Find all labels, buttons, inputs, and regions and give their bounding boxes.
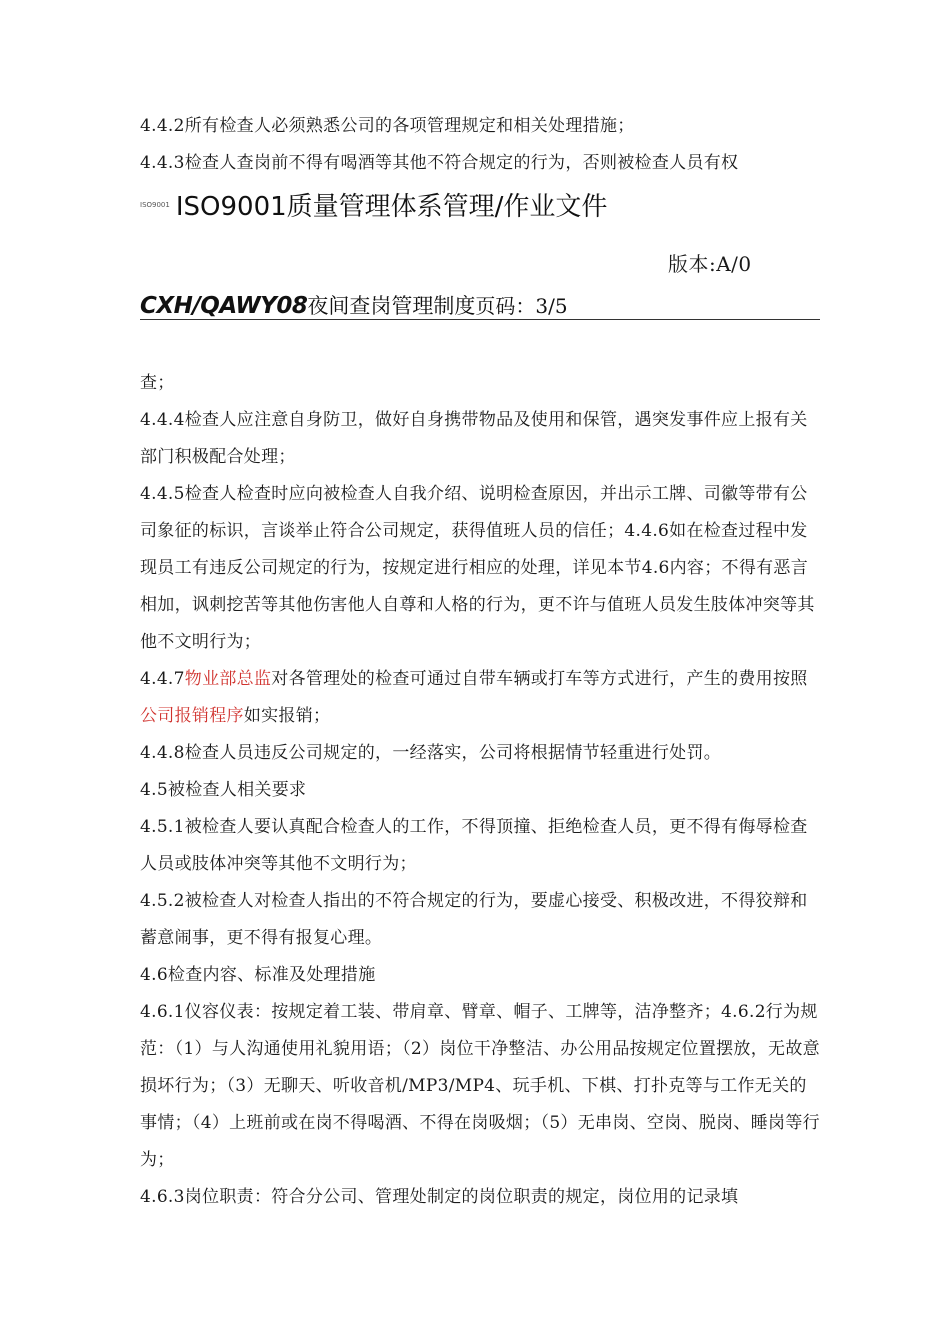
clause-4-6-3: 4.6.3岗位职责：符合分公司、管理处制定的岗位职责的规定，岗位用的记录填: [140, 1187, 739, 1207]
section-4-5-heading: 4.5被检查人相关要求: [140, 780, 307, 800]
document-code: CXH/QAWY08: [140, 293, 308, 319]
clause-4-4-8: 4.4.8检查人员违反公司规定的，一经落实，公司将根据情节轻重进行处罚。: [140, 743, 722, 763]
header-small-mark: ISO9001: [140, 200, 170, 209]
page-number: 页码：3/5: [475, 294, 568, 318]
clause-4-4-2: 4.4.2所有检查人必须熟悉公司的各项管理规定和相关处理措施；: [140, 116, 635, 136]
clause-4-4-3-start: 4.4.3检查人查岗前不得有喝酒等其他不符合规定的行为，否则被检查人员有权: [140, 153, 739, 173]
clause-4-4-7: [140, 661, 820, 735]
clause-4-5-2: 4.5.2被检查人对检查人指出的不符合规定的行为，要虚心接受、积极改进，不得狡辩和蓄意闹事，更不得有报复心理。: [140, 891, 808, 948]
highlight-reimbursement-procedure: 公司报销程序: [140, 706, 244, 726]
document-title: 夜间查岗管理制度: [307, 294, 476, 318]
clause-4-4-7-end: 如实报销；: [243, 706, 331, 726]
header-divider: [140, 319, 820, 320]
clause-4-5-1: 4.5.1被检查人要认真配合检查人的工作，不得顶撞、拒绝检查人员，更不得有侮辱检查人员或肢体冲突等其他不文明行为；: [140, 817, 808, 874]
clause-4-4-3-end: 查；: [140, 373, 175, 393]
clause-4-4-7-number: 4.4.7: [140, 669, 185, 689]
section-4-6-heading: 4.6检查内容、标准及处理措施: [140, 965, 376, 985]
clause-4-4-5: 4.4.5检查人检查时应向被检查人自我介绍、说明检查原因，并出示工牌、司徽等带有公司象征的标识，言谈举止符合公司规定，获得值班人员的信任；4.4.6如在检查过程中发现员工有违反公司规定的行为，按规定进行相应的处理，详见本节4.6内容；不得有恶言相加，讽刺挖苦等其他伤害他人自尊和人格的行为，更不许与值班人员发生肢体冲突等其他不文明行为；: [140, 484, 815, 652]
clause-4-4-4: 4.4.4检查人应注意自身防卫，做好自身携带物品及使用和保管，遇突发事件应上报有关部门积极配合处理；: [140, 410, 808, 467]
document-type-title: ISO9001质量管理体系管理/作业文件: [175, 192, 608, 222]
highlight-property-director: 物业部总监: [184, 669, 272, 689]
version-label: 版本:A/0: [668, 252, 752, 276]
clause-4-4-7-middle: 对各管理处的检查可通过自带车辆或打车等方式进行，产生的费用按照: [271, 669, 808, 689]
clause-4-6-1-and-4-6-2: 4.6.1仪容仪表：按规定着工装、带肩章、臂章、帽子、工牌等，洁净整齐；4.6.2行为规范：（1）与人沟通使用礼貌用语；（2）岗位干净整洁、办公用品按规定位置摆放，无故意损坏行为；（3）无聊天、听收音机/MP3/MP4、玩手机、下棋、打扑克等与工作无关的事情；（4）上班前或在岗不得喝酒、不得在岗吸烟；（5）无串岗、空岗、脱岗、睡岗等行为；: [140, 1002, 820, 1170]
body-content: [140, 365, 820, 1216]
document-header-title-row: [140, 186, 607, 223]
document-code-row: [140, 290, 568, 320]
